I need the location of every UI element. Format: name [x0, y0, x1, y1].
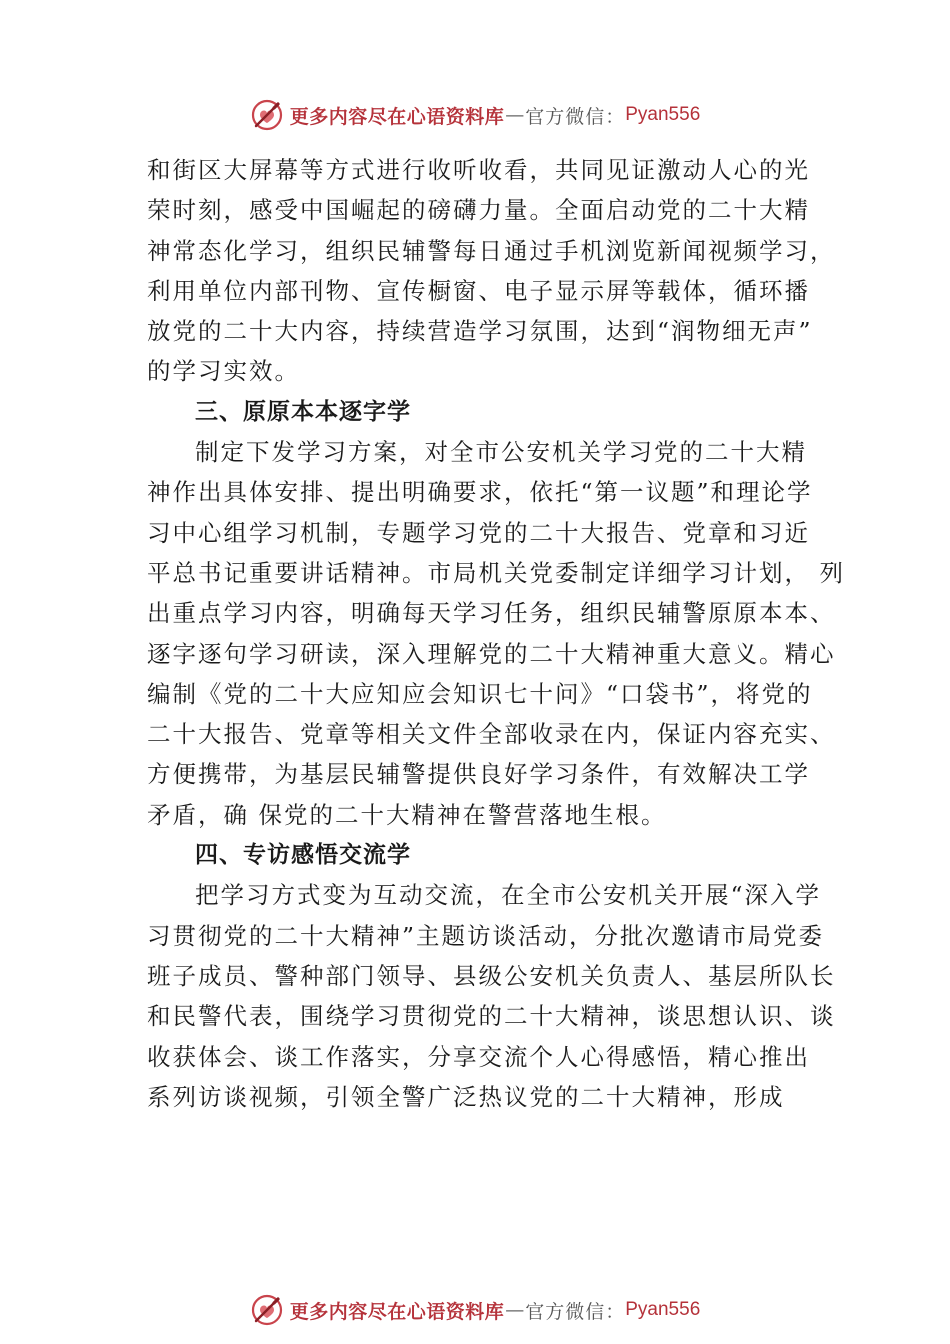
text-line: 系列访谈视频，引领全警广泛热议党的二十大精神，形成 — [147, 1082, 785, 1111]
text-line: 利用单位内部刊物、宣传橱窗、电子显示屏等载体，循环播 — [147, 276, 810, 305]
banner-wechat-label: 官方微信： — [525, 1300, 626, 1323]
section-heading-3: 三、原原本本逐字学 — [195, 398, 411, 425]
pen-heart-logo-icon — [250, 1293, 284, 1327]
banner-separator: — — [505, 104, 525, 126]
text-line: 班子成员、警种部门领导、县级公安机关负责人、基层所队长 — [147, 961, 836, 990]
banner-wechat-id: Pyan556 — [625, 104, 701, 125]
text-line: 矛盾，确 保党的二十大精神在警营落地生根。 — [147, 800, 667, 829]
text-line: 制定下发学习方案，对全市公安机关学习党的二十大精 — [195, 438, 807, 467]
text-line: 习中心组学习机制，专题学习党的二十大报告、党章和习近 — [147, 518, 810, 547]
footer-banner — [0, 1290, 950, 1330]
paragraph-2 — [147, 432, 845, 835]
text-line: 出重点学习内容，明确每天学习任务，组织民辅警原原本本、 — [147, 599, 836, 628]
document-body — [147, 150, 845, 1117]
text-line: 和民警代表，围绕学习贯彻党的二十大精神，谈思想认识、谈 — [147, 1002, 836, 1031]
text-line: 神作出具体安排、提出明确要求，依托“第一议题”和理论学 — [147, 478, 813, 507]
text-line: 把学习方式变为互动交流，在全市公安机关开展“深入学 — [195, 881, 822, 910]
text-line: 逐字逐句学习研读，深入理解党的二十大精神重大意义。精心 — [147, 639, 836, 668]
text-line: 荣时刻，感受中国崛起的磅礴力量。全面启动党的二十大精 — [147, 196, 810, 225]
text-line: 平总书记重要讲话精神。市局机关党委制定详细学习计划， 列 — [147, 558, 845, 587]
section-heading-4: 四、专访感悟交流学 — [195, 842, 411, 869]
text-line: 习贯彻党的二十大精神”主题访谈活动，分批次邀请市局党委 — [147, 921, 825, 950]
text-line: 和街区大屏幕等方式进行收听收看，共同见证激动人心的光 — [147, 156, 810, 184]
text-line: 方便携带，为基层民辅警提供良好学习条件，有效解决工学 — [147, 760, 810, 789]
banner-main-text: 更多内容尽在心语资料库 — [289, 1300, 505, 1323]
text-line: 放党的二十大内容，持续营造学习氛围，达到“润物细无声” — [147, 317, 813, 346]
text-line: 编制《党的二十大应知应会知识七十问》“口袋书”，将党的 — [147, 679, 813, 708]
banner-main-text: 更多内容尽在心语资料库 — [289, 105, 505, 128]
banner-wechat-label: 官方微信： — [525, 105, 626, 128]
header-banner — [0, 95, 950, 135]
paragraph-3 — [147, 875, 836, 1117]
text-line: 的学习实效。 — [147, 357, 300, 386]
text-line: 神常态化学习，组织民辅警每日通过手机浏览新闻视频学习， — [147, 236, 836, 265]
banner-separator: — — [505, 1299, 525, 1321]
paragraph-1 — [147, 150, 836, 392]
text-line: 二十大报告、党章等相关文件全部收录在内，保证内容充实、 — [147, 720, 836, 749]
text-line: 收获体会、谈工作落实，分享交流个人心得感悟，精心推出 — [147, 1042, 810, 1071]
banner-wechat-id: Pyan556 — [625, 1299, 701, 1320]
pen-heart-logo-icon — [250, 98, 284, 132]
